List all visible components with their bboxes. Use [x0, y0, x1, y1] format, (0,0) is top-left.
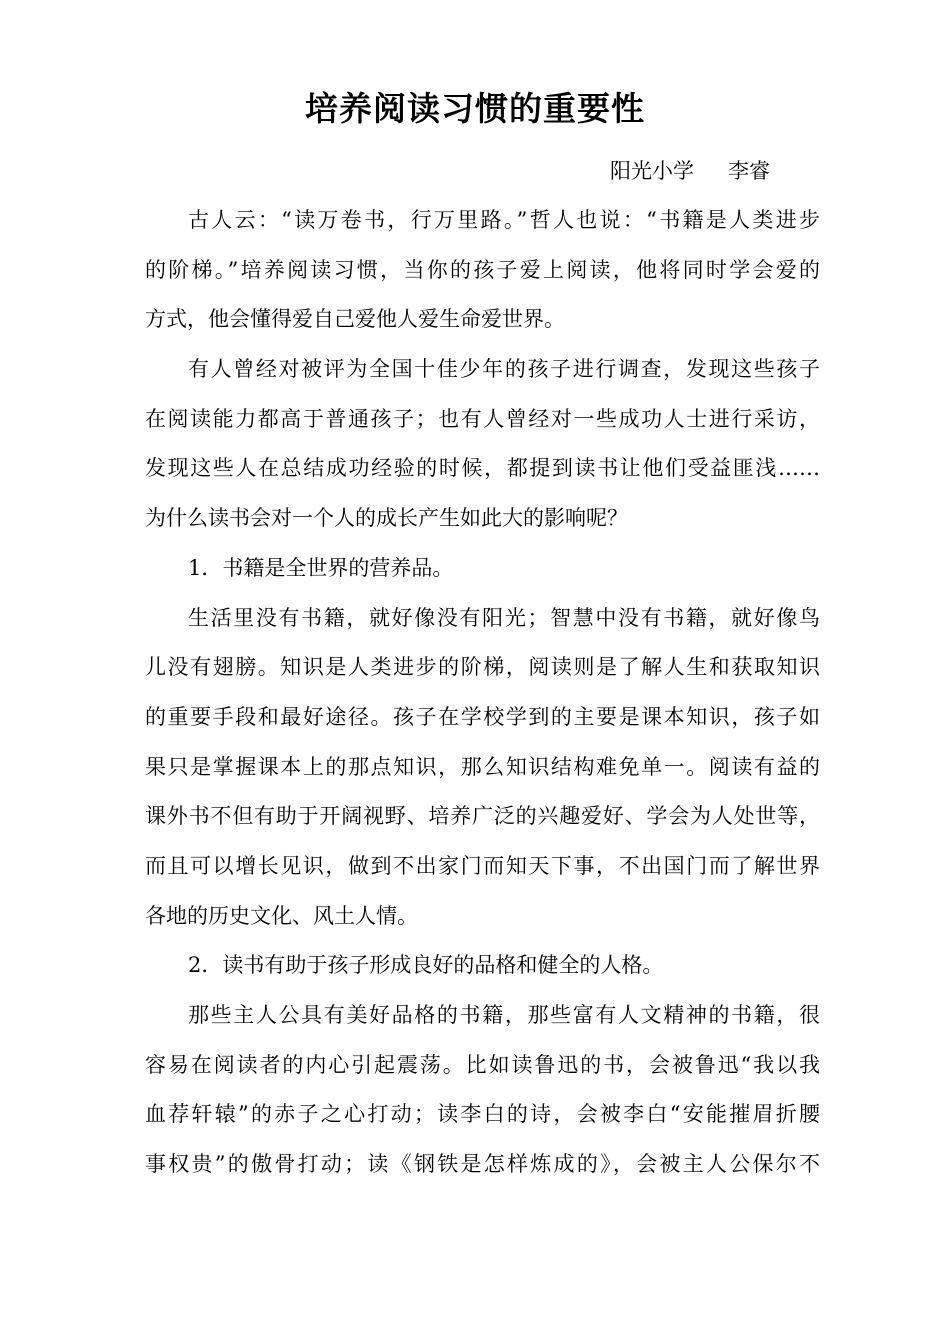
paragraph-line: 那些主人公具有美好品格的书籍，那些富有人文精神的书籍，很: [188, 1003, 820, 1027]
paragraph-line: 为什么读书会对一个人的成长产生如此大的影响呢？: [145, 506, 628, 531]
school-name: 阳光小学: [610, 159, 694, 183]
paragraph-line: 血荐轩辕”的赤子之心打动；读李白的诗，会被李白“安能摧眉折腰: [145, 1102, 820, 1127]
author-name: 李睿: [728, 159, 770, 183]
paragraph-line: 而且可以增长见识，做到不出家门而知天下事，不出国门而了解世界: [145, 853, 820, 878]
document-title: 培养阅读习惯的重要性: [305, 89, 645, 128]
byline: [610, 153, 770, 189]
paragraph-line: 在阅读能力都高于普通孩子；也有人曾经对一些成功人士进行采访，: [145, 406, 820, 431]
paragraph-line: 的阶梯。”培养阅读习惯，当你的孩子爱上阅读，他将同时学会爱的: [145, 257, 820, 282]
paragraph-line: 生活里没有书籍，就好像没有阳光；智慧中没有书籍，就好像鸟: [188, 605, 820, 630]
paragraph-line: 各地的历史文化、风土人情。: [145, 903, 418, 928]
document-body: [145, 196, 820, 1190]
paragraph-line: 课外书不但有助于开阔视野、培养广泛的兴趣爱好、学会为人处世等，: [145, 804, 820, 829]
paragraph-line: 有人曾经对被评为全国十佳少年的孩子进行调查，发现这些孩子: [188, 357, 820, 382]
paragraph-line: 果只是掌握课本上的那点知识，那么知识结构难免单一。阅读有益的: [145, 754, 820, 779]
section-heading: 2．读书有助于孩子形成良好的品格和健全的人格。: [188, 953, 664, 978]
paragraph-line: 容易在阅读者的内心引起震荡。比如读鲁迅的书，会被鲁迅“我以我: [145, 1052, 820, 1077]
paragraph-line: 儿没有翅膀。知识是人类进步的阶梯，阅读则是了解人生和获取知识: [145, 655, 820, 680]
paragraph-line: 发现这些人在总结成功经验的时候，都提到读书让他们受益匪浅……: [145, 456, 820, 481]
paragraph-line: 方式，他会懂得爱自己爱他人爱生命爱世界。: [145, 307, 565, 332]
paragraph-line: 古人云：“读万卷书，行万里路。”哲人也说：“书籍是人类进步: [188, 208, 820, 232]
paragraph-line: 的重要手段和最好途径。孩子在学校学到的主要是课本知识，孩子如: [145, 704, 820, 729]
section-heading: 1．书籍是全世界的营养品。: [188, 555, 454, 580]
paragraph-line: 事权贵”的傲骨打动；读《钢铁是怎样炼成的》，会被主人公保尔不: [145, 1152, 820, 1177]
